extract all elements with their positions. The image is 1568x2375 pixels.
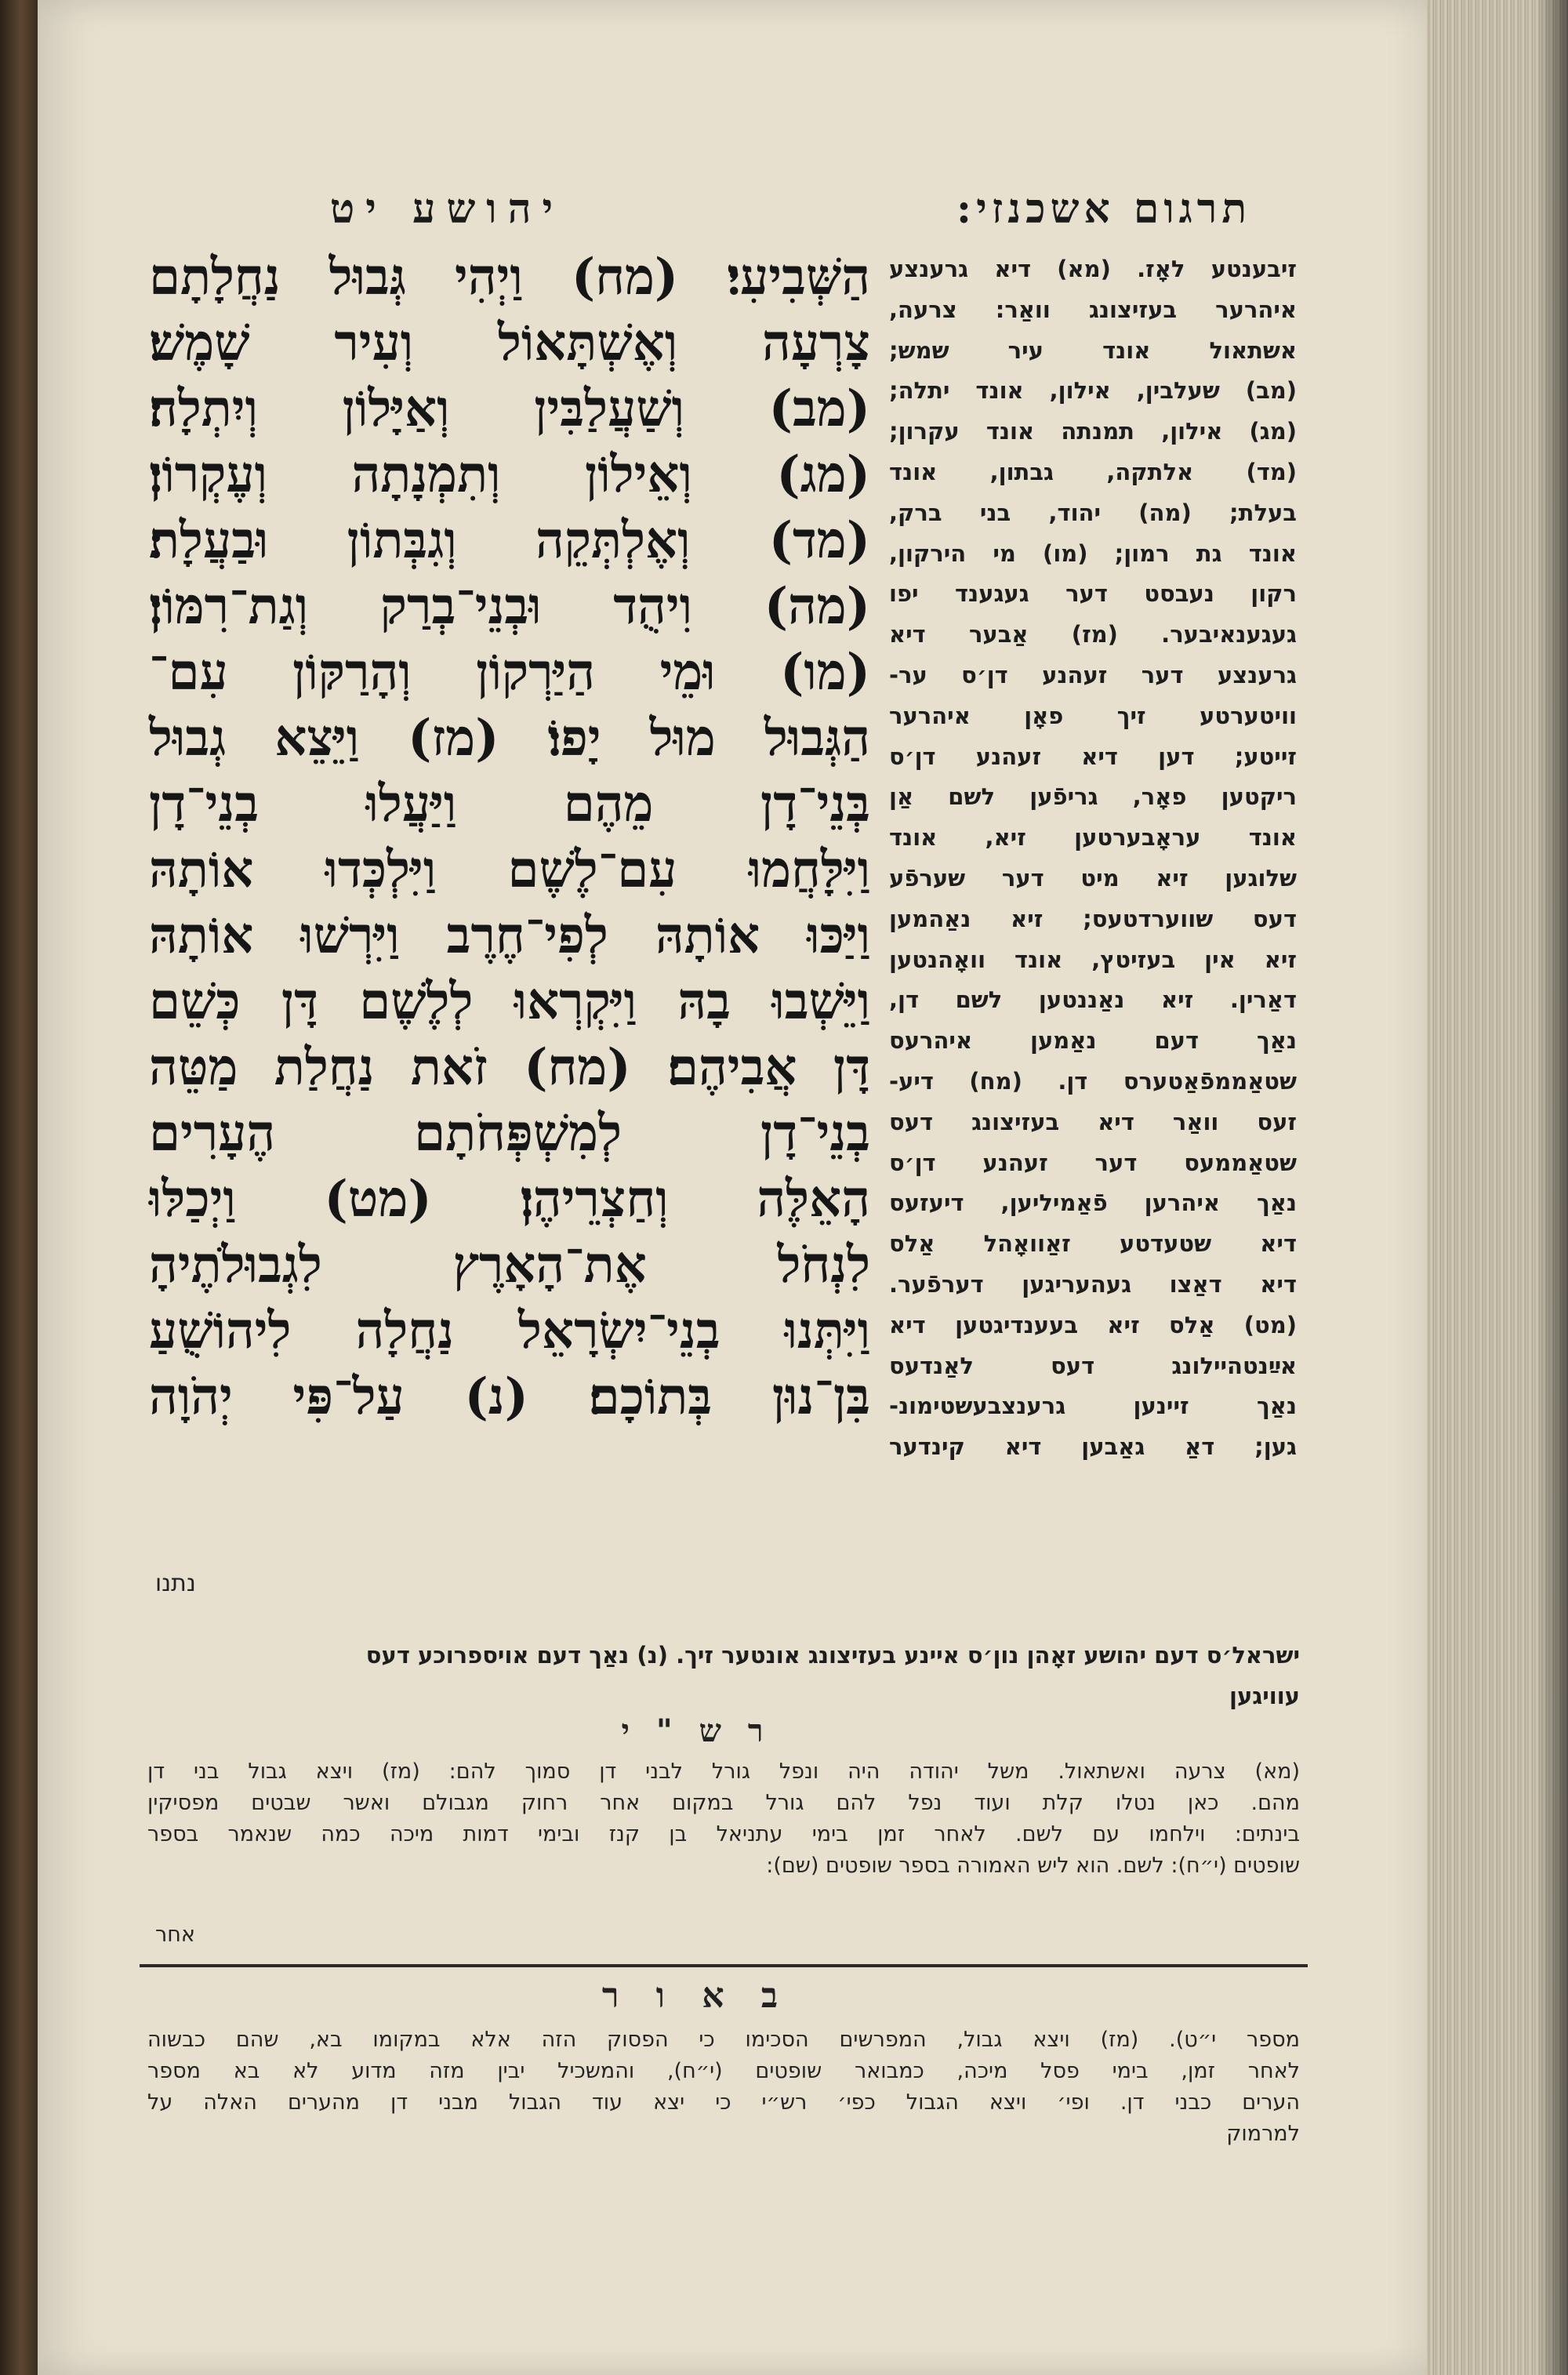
targum-line: אשתאול אונד עיר שמש; xyxy=(889,336,1297,364)
rashi-heading: ר ש " י xyxy=(621,1712,771,1749)
hebrew-line: (מד) וְאֶלְתְּקֵה וְגִבְּתוֹן וּבַעֲלָת׃ xyxy=(149,511,870,570)
hebrew-line: הַגְּבוּל מוּל יָפוֹ׃ (מז) וַיֵּצֵא גְבוּל xyxy=(149,709,870,768)
targum-line: אײַנטהיילונג דעס לאַנדעס xyxy=(889,1352,1297,1379)
targum-line: זיבענטע לאָז. (מא) דיא גרענצע xyxy=(889,256,1297,282)
book-page xyxy=(38,0,1427,2375)
targum-line: גרענצע דער זעהנע דן׳ס ער- xyxy=(889,661,1297,688)
hebrew-line: הָאֵלֶּה וְחַצְרֵיהֶן׃ (מט) וַיְכַלּוּ xyxy=(149,1170,870,1229)
targum-line: זעס וואַר דיא בעזיצונג דעס xyxy=(889,1108,1297,1135)
hebrew-line: (מג) וְאֵילוֹן וְתִמְנָתָה וְעֶקְרוֹן׃ xyxy=(149,445,870,504)
rashi-commentary xyxy=(147,1756,1300,1882)
targum-line: דעס שווערדטעס; זיא נאַהמען xyxy=(889,905,1297,932)
targum-line: (מב) שעלבין, אילון, אונד יתלה; xyxy=(889,377,1297,405)
targum-line: נאַך דעם נאַמען איהרעס xyxy=(889,1027,1297,1055)
targum-line: ריקטען פאָר, גריפֿען לשם אַן xyxy=(889,783,1297,811)
biur-line: מספר י״ט). (מז) ויצא גבול, המפרשים הסכימו כי הפסוק הזה אלא במקומו בא, שהם כבשוה xyxy=(147,2028,1300,2052)
targum-line: דאַרין. זיא נאַננטען לשם דן, xyxy=(889,986,1297,1014)
targum-runover xyxy=(132,1636,1300,1717)
targum-line: (מד) אלתקה, גבתון, אונד xyxy=(889,458,1297,485)
targum-line: שלוגען זיא מיט דער שערפֿע xyxy=(889,864,1297,892)
rashi-line: (מא) צרעה ואשתאול. משל יהודה היה ונפל גורל לבני דן סמוך להם: (מז) ויצא גבול בני דן xyxy=(147,1759,1300,1784)
biur-heading: ב א ו ר xyxy=(601,1976,791,2016)
hebrew-line: בְּנֵי־דָן מֵהֶם וַיַּעֲלוּ בְנֵי־דָן xyxy=(149,775,870,833)
section-divider xyxy=(140,1964,1308,1967)
targum-line: נאַך זיינען גרענצבעשטימונ- xyxy=(889,1393,1297,1420)
hebrew-line: (מה) וִיהֻד וּבְנֵי־בְרַק וְגַת־רִמּוֹן׃ xyxy=(149,577,870,636)
targum-line: גען; דאַ גאַבען דיא קינדער xyxy=(889,1433,1297,1461)
targum-line: דיא שטעדטע זאַוואָהל אַלס xyxy=(889,1230,1297,1258)
hebrew-line: הַשְּׁבִיעִי׃ (מח) וַיְהִי גְּבוּל נַחֲלָתָם xyxy=(149,248,870,307)
targum-line: נאַך איהרען פֿאַמיליען, דיעזעס xyxy=(889,1189,1297,1217)
biur-line: הערים כבני דן. ופי׳ ויצא הגבול כפי׳ רש״י כי יצא עוד הגבול מבני דן מהערים האלה על xyxy=(147,2090,1300,2115)
targum-runover-line: ישראל׳ס דעם יהושע זאָהן נון׳ס איינע בעזיצונג אונטער זיך. (נ) נאַך דעם אויספרוכע דעס xyxy=(365,1642,1300,1669)
targum-line: (מט) אַלס זיא בעענדיגטען דיא xyxy=(889,1311,1297,1338)
hebrew-line: צָרְעָה וְאֶשְׁתָּאוֹל וְעִיר שָׁמֶשׁ׃ xyxy=(149,314,870,372)
targum-line: געגענאיבער. (מז) אַבער דיא xyxy=(889,621,1297,648)
targum-line: רקון נעבסט דער געגענד יפו xyxy=(889,580,1297,608)
running-head-book-chapter: יהושע יט xyxy=(329,185,564,233)
hebrew-line: בְנֵי־דָן לְמִשְׁפְּחֹתָם הֶעָרִים xyxy=(149,1104,870,1163)
targum-line: אונד עראָבערטען זיא, אונד xyxy=(889,824,1297,852)
hebrew-text-column xyxy=(149,245,870,1430)
rashi-line: בינתים: וילחמו עם לשם. לאחר זמן בימי עתניאל בן קנז ובימי דמות מיכה כמה שנאמר בספר xyxy=(147,1822,1300,1847)
rashi-catchword: אחר xyxy=(155,1923,195,1947)
hebrew-line: (מו) וּמֵי הַיַּרְקוֹן וְהָרַקּוֹן עִם־ xyxy=(149,643,870,702)
targum-runover-line: עוויגען xyxy=(1229,1682,1300,1709)
book-cover-edge xyxy=(0,0,38,2375)
targum-line: וויטערטע זיך פאָן איהרער xyxy=(889,702,1297,729)
biur-line: לאחר זמן, בימי פסל מיכה, כמבואר שופטים (י״ח), והמשכיל יבין מזה מדוע לא בא מספר xyxy=(147,2059,1300,2083)
targum-line: איהרער בעזיצונג וואַר: צרעה, xyxy=(889,296,1297,323)
targum-column xyxy=(889,249,1297,1468)
hebrew-line: לִנְחֹל אֶת־הָאָרֶץ לִגְבוּלֹתֶיהָ xyxy=(149,1236,870,1295)
targum-line: שטאַממעס דער זעהנע דן׳ס xyxy=(889,1149,1297,1176)
targum-line: זיא אין בעזיטץ, אונד וואָהנטען xyxy=(889,946,1297,973)
rashi-line: מהם. כאן נטלו קלת ועוד נפל להם גורל במקום אחר רחוק מגבולם ואשר שבטים מפסיקין xyxy=(147,1791,1300,1815)
targum-line: שטאַממפֿאַטערס דן. (מח) דיע- xyxy=(889,1067,1297,1095)
hebrew-line: וַיֵּשְׁבוּ בָהּ וַיִּקְרְאוּ לְלֶשֶׁם דָּן כְּשֵׁם xyxy=(149,972,870,1031)
targum-line: דיא דאַצו געהעריגען דערפֿער. xyxy=(889,1270,1297,1298)
hebrew-line: וַיִּתְּנוּ בְנֵי־יִשְׂרָאֵל נַחֲלָה לִיהוֹשֻׁעַ xyxy=(149,1302,870,1360)
rashi-line: שופטים (י״ח): לשם. הוא ליש האמורה בספר שופטים (שם): xyxy=(766,1854,1300,1878)
hebrew-line: וַיַּכּוּ אוֹתָהּ לְפִי־חֶרֶב וַיִּרְשׁוּ אוֹתָהּ xyxy=(149,906,870,965)
targum-line: זייטע; דען דיא זעהנע דן׳ס xyxy=(889,743,1297,770)
biur-line: למרמוק xyxy=(1226,2122,1300,2146)
targum-line: אונד גת רמון; (מו) מי הירקון, xyxy=(889,539,1297,567)
biur-commentary xyxy=(147,2025,1300,2150)
targum-line: בעלת; (מה) יהוד, בני ברק, xyxy=(889,499,1297,526)
hebrew-line: וַיִּלָּחֲמוּ עִם־לֶשֶׁם וַיִּלְכְּדוּ אוֹתָהּ xyxy=(149,841,870,899)
hebrew-line: בִּן־נוּן בְּתוֹכָם׃ (נ) עַל־פִּי יְהֹוָה xyxy=(149,1367,870,1426)
hebrew-line: דָּן אֲבִיהֶם׃ (מח) זֹאת נַחֲלַת מַטֵּה xyxy=(149,1038,870,1097)
catchword: נתנו xyxy=(155,1570,196,1597)
running-head-targum: תרגום אשכנזי: xyxy=(956,185,1252,233)
targum-line: (מג) אילון, תמנתה אונד עקרון; xyxy=(889,418,1297,445)
page-edges-shadow xyxy=(1537,0,1568,2375)
hebrew-line: (מב) וְשַׁעֲלַבִּין וְאַיָּלוֹן וְיִתְלָה׃ xyxy=(149,379,870,438)
